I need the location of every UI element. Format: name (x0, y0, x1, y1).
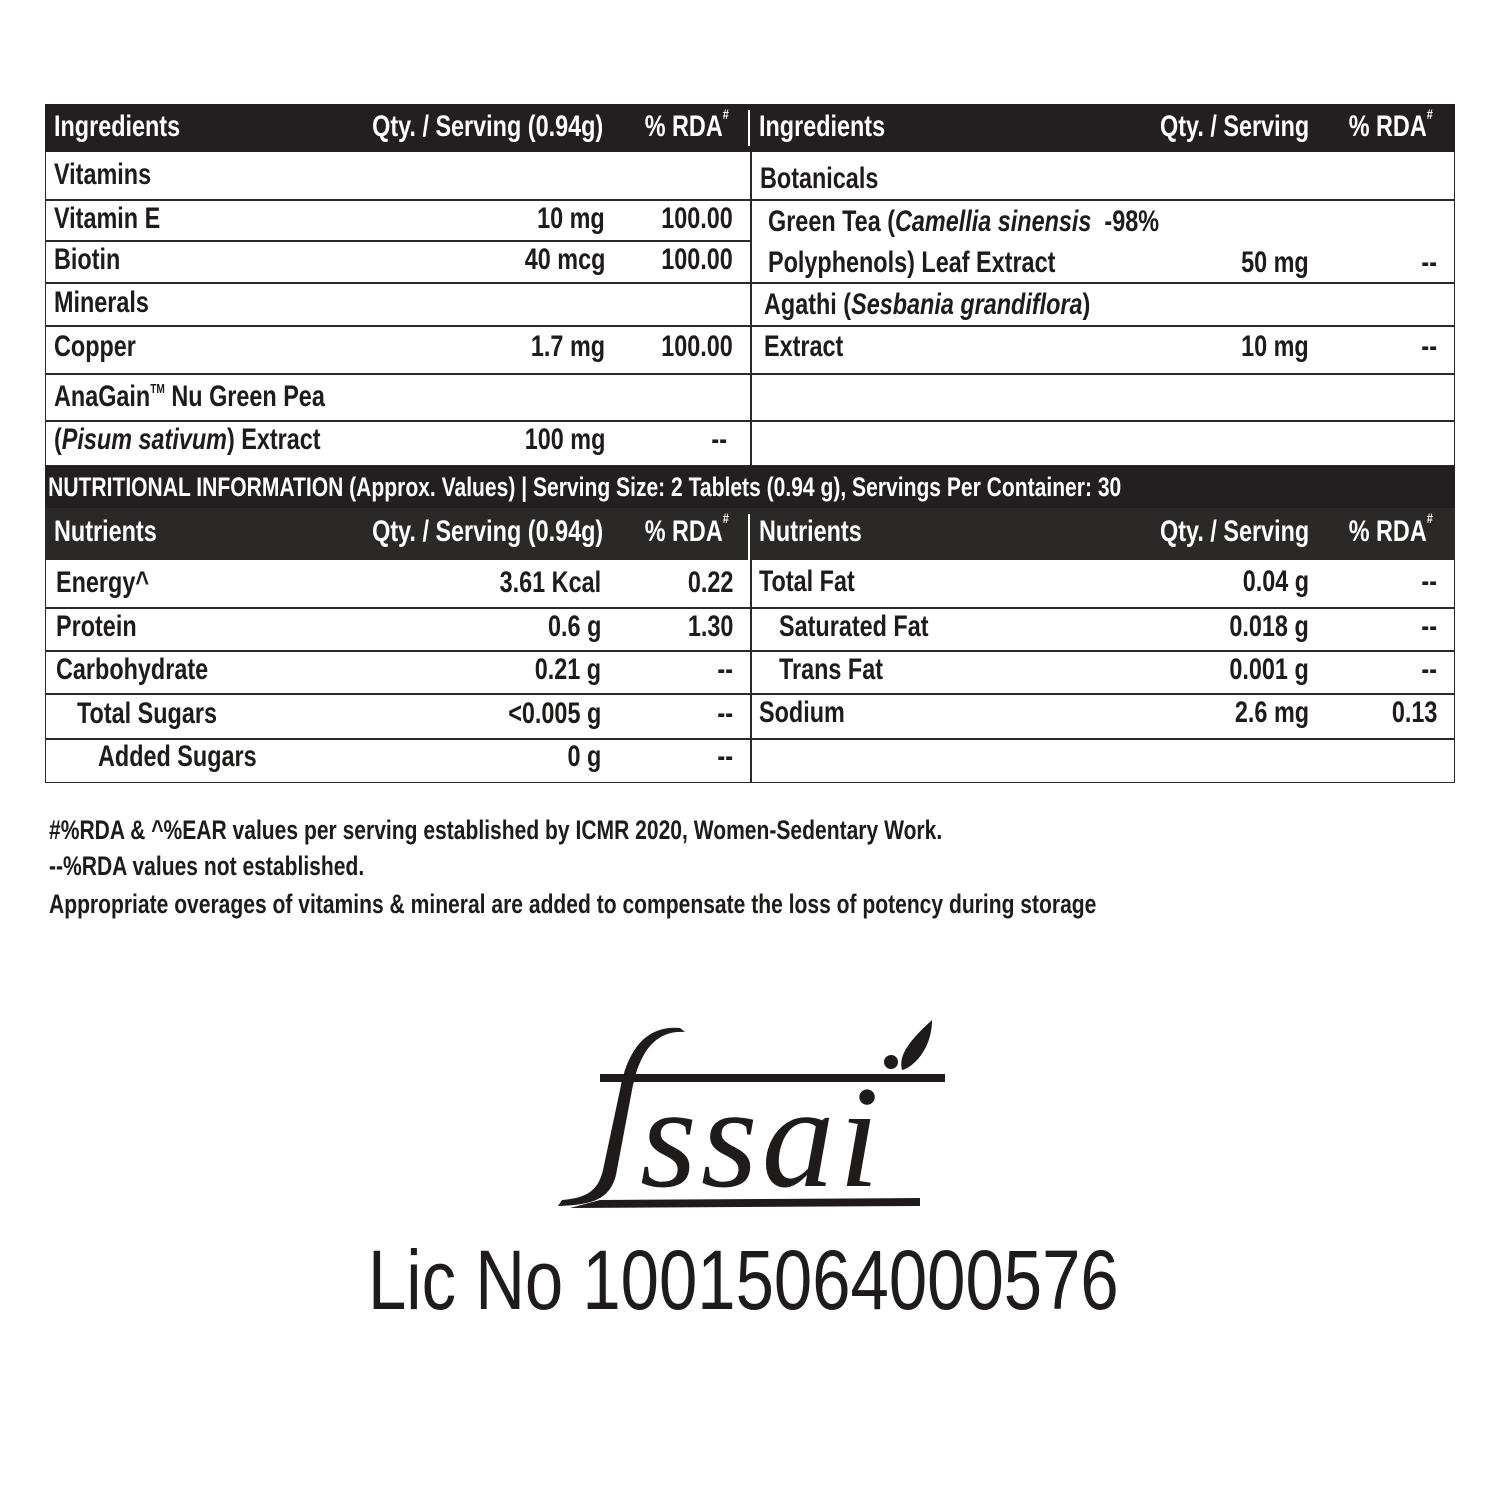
svg-text:ssai: ssai (640, 1056, 884, 1218)
nutrition-info-text: NUTRITIONAL INFORMATION (Approx. Values) | Serving Size: 2 Tablets (0.94 g), Servings Per Container: 30 (48, 472, 1122, 502)
row-divider (45, 650, 1455, 652)
ingredient-anagain: AnaGain™ Nu Green Pea (54, 380, 325, 413)
ingredient-vitamin-e: Vitamin E (54, 202, 161, 235)
header-rda-right: % RDA (1348, 110, 1427, 143)
nutrient-sodium: Sodium (759, 696, 845, 729)
column-divider (750, 560, 752, 783)
fssai-license-number: Lic No 10015064000576 (368, 1233, 1119, 1327)
header-rda-right: % RDA (1348, 515, 1427, 548)
ingredient-biotin: Biotin (54, 243, 121, 276)
ingredient-copper: Copper (54, 330, 136, 363)
ingredient-pisum-sativum: (Pisum sativum) Extract (54, 423, 321, 456)
header-nutrients-right: Nutrients (759, 515, 862, 548)
nutrients-header: Nutrients Qty. / Serving (0.94g) % RDA# Nutrients Qty. / Serving % RDA# (45, 508, 1455, 560)
nutrient-total-fat: Total Fat (759, 565, 855, 598)
ingredient-agathi: Agathi (Sesbania grandiflora) (764, 288, 1091, 321)
ingredients-header: Ingredients Qty. / Serving (0.94g) % RDA# Ingredients Qty. / Serving % RDA# (45, 104, 1455, 152)
header-divider (748, 514, 750, 562)
header-qty-left: Qty. / Serving (0.94g) (371, 515, 603, 548)
column-divider (750, 152, 752, 466)
header-rda-left: % RDA (644, 110, 723, 143)
footnote-overages: Appropriate overages of vitamins & mineral are added to compensate the loss of potency during storage (49, 889, 1097, 919)
ingredient-agathi-extract: Extract (764, 330, 844, 363)
ingredient-green-tea-cont: Polyphenols) Leaf Extract (768, 246, 1056, 279)
header-qty-right: Qty. / Serving (1159, 110, 1309, 143)
table-row: Vitamins (54, 158, 152, 191)
header-rda-left: % RDA (644, 515, 723, 548)
nutrient-added-sugars: Added Sugars (98, 740, 257, 773)
header-divider (748, 110, 750, 146)
row-divider (45, 693, 1455, 695)
row-divider (45, 607, 1455, 609)
nutrient-trans-fat: Trans Fat (779, 653, 884, 686)
nutrient-energy: Energy^ (56, 566, 150, 599)
header-qty-right: Qty. / Serving (1159, 515, 1309, 548)
fssai-logo-icon (540, 1010, 960, 1220)
nutrient-saturated-fat: Saturated Fat (779, 610, 929, 643)
ingredient-green-tea: Green Tea (Camellia sinensis -98% (768, 205, 1160, 238)
category-minerals: Minerals (54, 286, 149, 319)
header-qty-left: Qty. / Serving (0.94g) (371, 110, 603, 143)
nutrient-carbohydrate: Carbohydrate (56, 653, 209, 686)
header-ingredients-left: Ingredients (54, 110, 181, 143)
nutrient-total-sugars: Total Sugars (77, 697, 217, 730)
fssai-logo (540, 1010, 960, 1220)
header-ingredients-right: Ingredients (759, 110, 886, 143)
footnote-not-established: --%RDA values not established. (49, 851, 365, 881)
footnote-rda: #%RDA & ^%EAR values per serving established by ICMR 2020, Women-Sedentary Work. (49, 815, 943, 845)
category-botanicals: Botanicals (760, 162, 879, 195)
header-nutrients-left: Nutrients (54, 515, 157, 548)
nutrition-info-band (45, 466, 1455, 508)
nutrient-protein: Protein (56, 610, 137, 643)
row-divider (45, 240, 750, 242)
